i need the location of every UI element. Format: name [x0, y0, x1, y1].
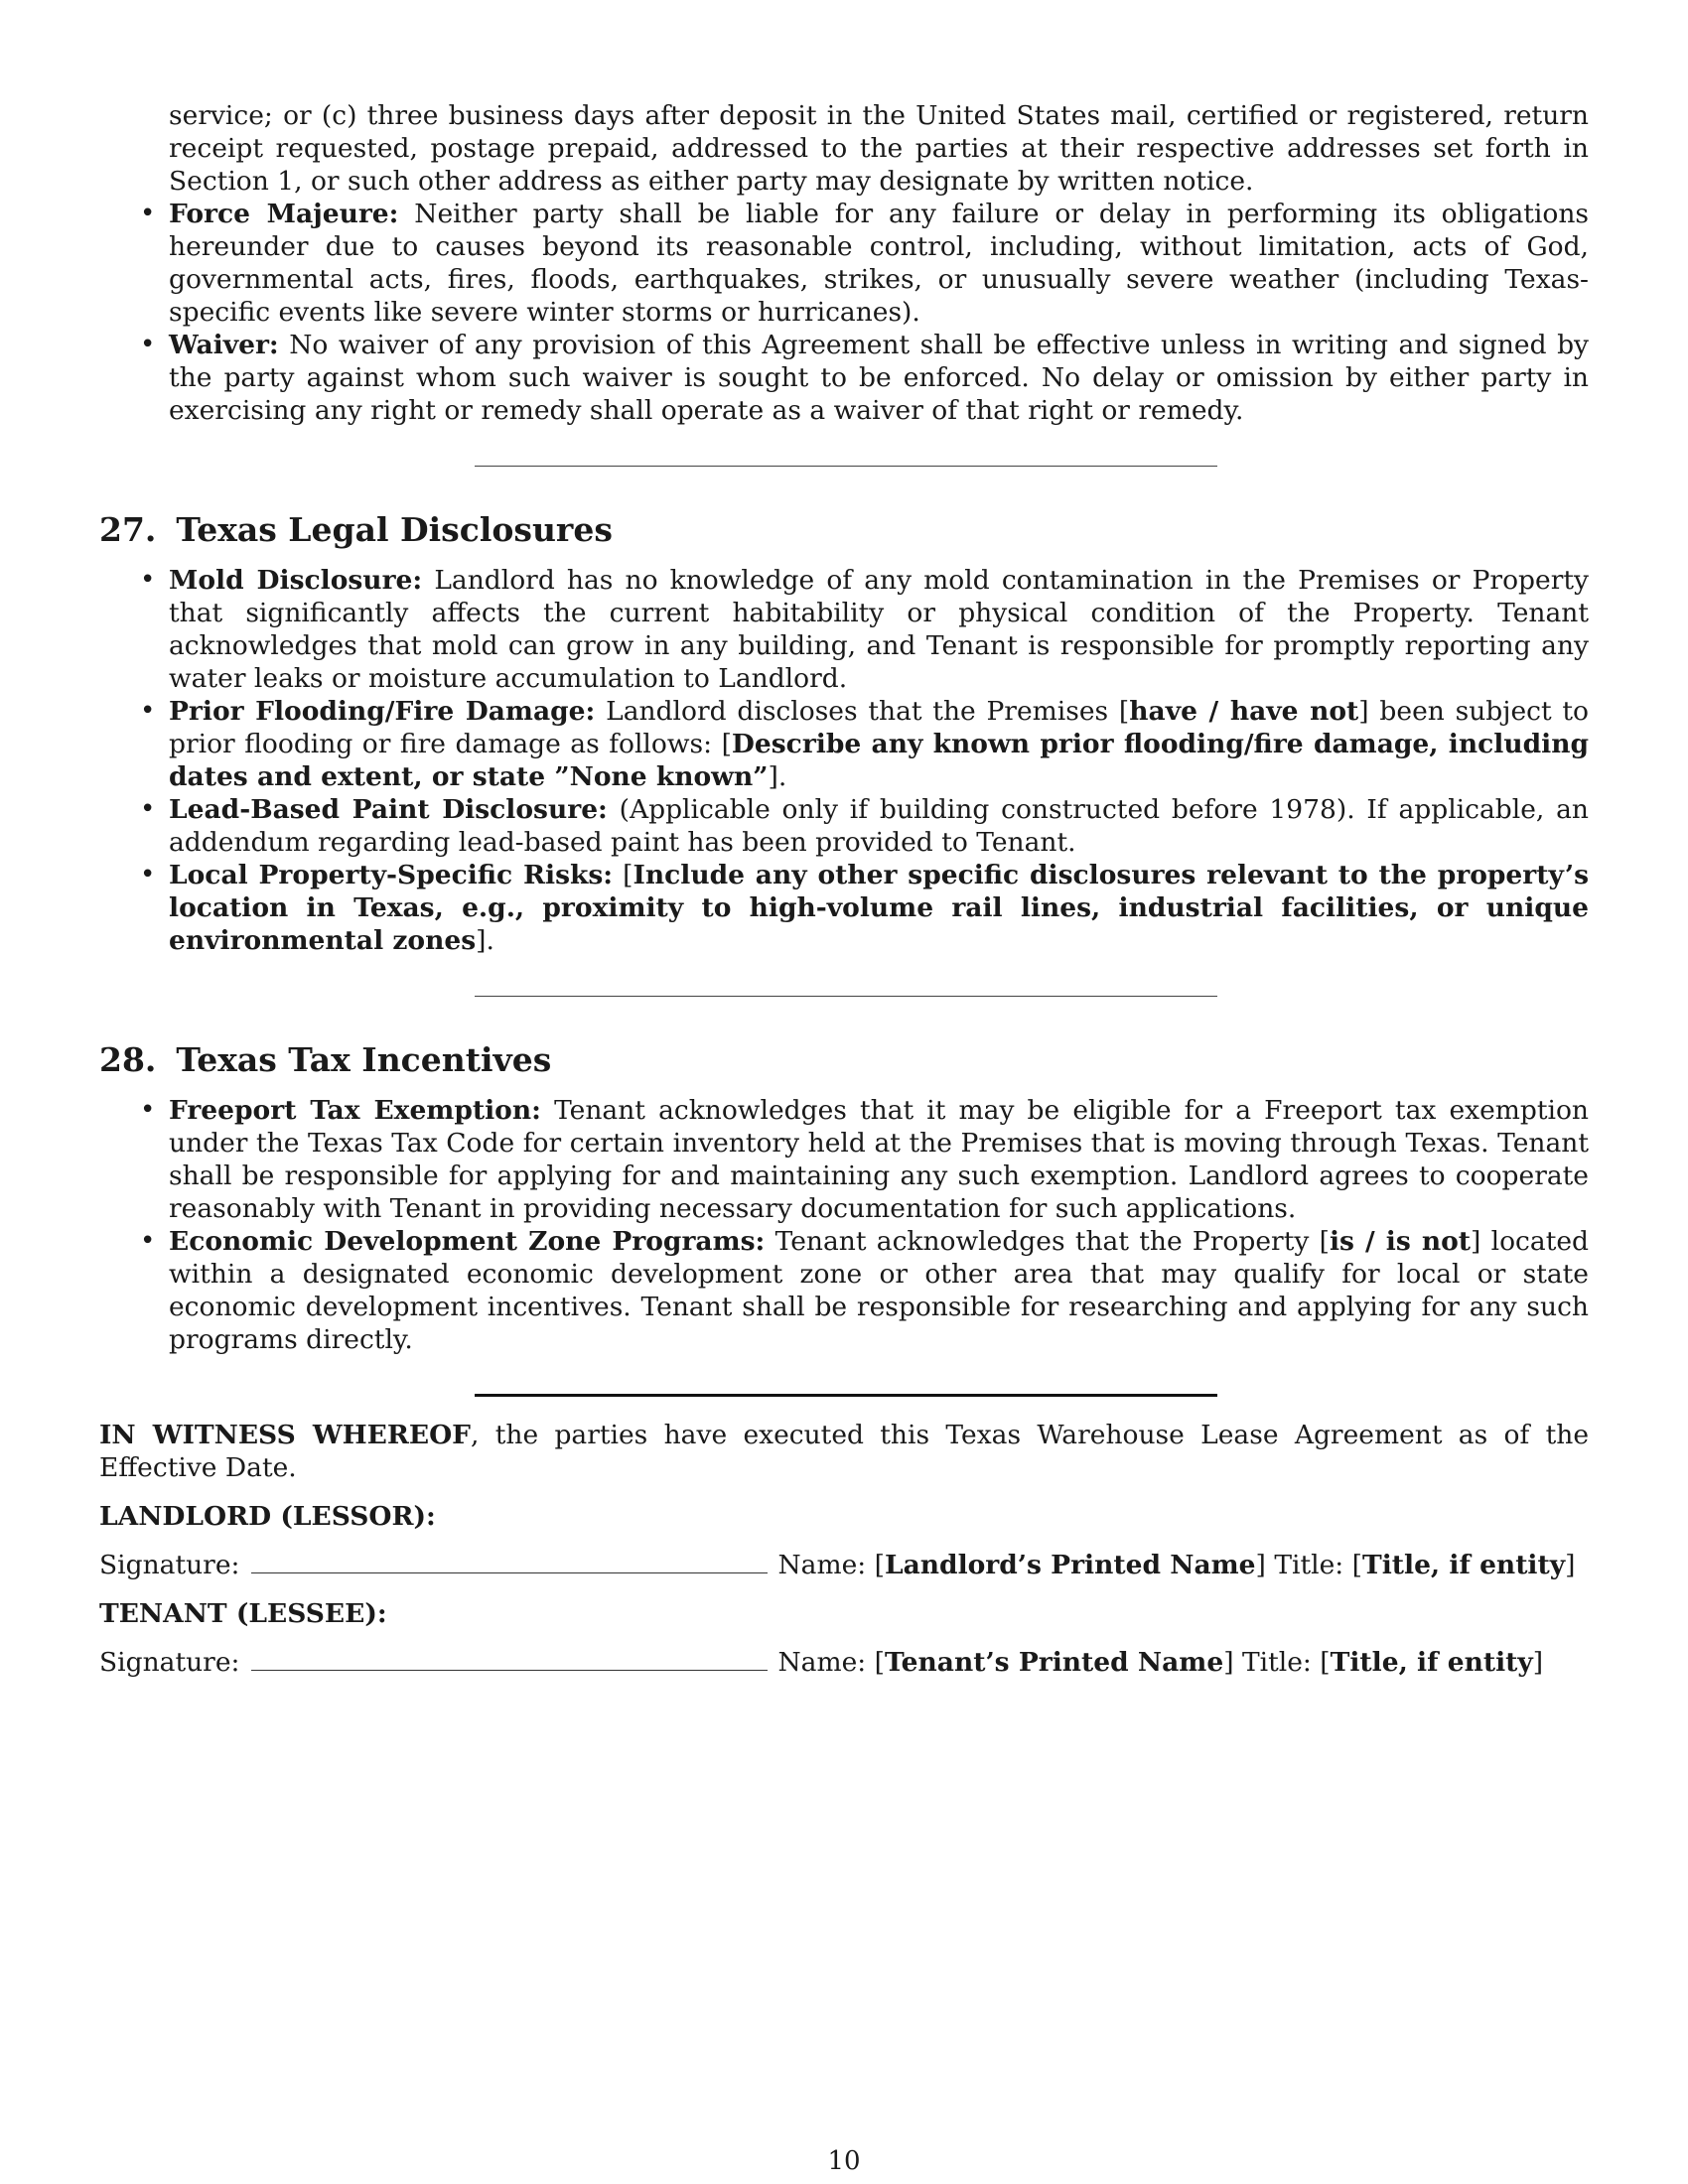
item-label: Economic Development Zone Programs:	[169, 1226, 766, 1257]
placeholder-flood-description: Describe any known prior flooding/fire damage, including dates and extent, or state ”None known”	[169, 729, 1589, 792]
name-label: Name:	[777, 1647, 867, 1678]
item-label: Force Majeure:	[169, 199, 399, 229]
list-item-lead-paint	[99, 793, 1589, 859]
item-text: ] been subject to prior flooding or fire damage as follows: [	[169, 696, 1590, 759]
name-label: Name:	[777, 1550, 867, 1580]
tenant-name-placeholder: Tenant’s Printed Name	[884, 1647, 1224, 1678]
section-divider	[475, 466, 1217, 467]
section-divider	[475, 996, 1217, 997]
placeholder-local-disclosures: Include any other specific disclosures relevant to the property’s location in Texas, e.g., proximity to high-volume rail lines, industrial facilities, or unique environmental zones	[169, 860, 1589, 956]
item-label: Waiver:	[169, 330, 279, 360]
list-item-edz	[99, 1225, 1589, 1356]
notice-continuation: service; or (c) three business days after deposit in the United States mail, certified or registered, return receipt requested, postage prepaid, addressed to the parties at their respective addresses set forth in Section 1, or such other address as either party may designate by written notice.	[169, 100, 1589, 197]
list-item-freeport	[99, 1094, 1589, 1225]
item-text: ] located within a designated economic development zone or other area that may qualify for local or state economic development incentives. Tenant shall be responsible for researching and applying for any such programs directly.	[169, 1226, 1589, 1355]
item-text: ].	[768, 761, 787, 792]
list-item-force-majeure	[99, 198, 1589, 329]
section-number: 28.	[99, 1040, 157, 1079]
page-number: 10	[827, 2146, 861, 2176]
disclosures-list	[99, 564, 1589, 957]
list-item-mold	[99, 564, 1589, 695]
item-text: Tenant acknowledges that it may be eligible for a Freeport tax exemption under the Texas Tax Code for certain inventory held at the Premises that is moving through Texas. Tenant shall be responsible for applying for and maintaining any such exemption. Landlord agrees to cooperate reasonably with Tenant in providing necessary documentation for such applications.	[169, 1095, 1589, 1224]
tenant-signature-row: Signature: Name: [Tenant’s Printed Name] Title: [Title, if entity]	[99, 1647, 1544, 1678]
tenant-signature-line[interactable]	[251, 1648, 768, 1671]
item-text: Landlord discloses that the Premises [	[606, 696, 1130, 727]
tenant-heading: TENANT (LESSEE):	[99, 1598, 387, 1629]
item-text: (Applicable only if building constructed before 1978). If applicable, an addendum regarding lead-based paint has been provided to Tenant.	[169, 794, 1589, 858]
list-item-local-risks	[99, 859, 1589, 957]
signature-label: Signature:	[99, 1550, 240, 1580]
item-text: Tenant acknowledges that the Property [	[774, 1226, 1330, 1257]
item-label: Freeport Tax Exemption:	[169, 1095, 541, 1126]
section-title: Texas Tax Incentives	[176, 1040, 552, 1079]
landlord-heading: LANDLORD (LESSOR):	[99, 1501, 436, 1532]
witness-text: , the parties have executed this Texas Warehouse Lease Agreement as of the Effective Date.	[99, 1420, 1590, 1483]
witness-bold: IN WITNESS WHEREOF	[99, 1420, 471, 1450]
list-item-flooding	[99, 695, 1589, 793]
item-text: Landlord has no knowledge of any mold contamination in the Premises or Property that significantly affects the current habitability or physical condition of the Property. Tenant acknowledges that mold can grow in any building, and Tenant is responsible for promptly reporting any water leaks or moisture accumulation to Landlord.	[169, 565, 1589, 694]
item-text: [	[613, 860, 633, 890]
item-text: No waiver of any provision of this Agreement shall be effective unless in writing and signed by the party against whom such waiver is sought to be enforced. No delay or omission by either party in exercising any right or remedy shall operate as a waiver of that right or remedy.	[169, 330, 1589, 426]
placeholder-have-have-not: have / have not	[1129, 696, 1359, 727]
section-27-heading	[99, 510, 1589, 550]
landlord-name-placeholder: Landlord’s Printed Name	[884, 1550, 1256, 1580]
title-label: Title:	[1241, 1647, 1312, 1678]
item-text: Neither party shall be liable for any failure or delay in performing its obligations hereunder due to causes beyond its reasonable control, including, without limitation, acts of God, governmental acts, fires, floods, earthquakes, strikes, or unusually severe weather (including Texas-specific events like severe winter storms or hurricanes).	[169, 199, 1589, 328]
landlord-signature-line[interactable]	[251, 1551, 768, 1573]
misc-list	[99, 198, 1589, 427]
placeholder-is-is-not: is / is not	[1329, 1226, 1472, 1257]
list-item-waiver	[99, 329, 1589, 427]
landlord-signature-row: Signature: Name: [Landlord’s Printed Name] Title: [Title, if entity]	[99, 1550, 1576, 1580]
witness-clause	[99, 1419, 1589, 1484]
item-label: Local Property-Specific Risks:	[169, 860, 614, 890]
title-label: Title:	[1274, 1550, 1344, 1580]
section-28-heading	[99, 1040, 1589, 1080]
tax-incentives-list	[99, 1094, 1589, 1356]
document-page	[99, 99, 1589, 1679]
landlord-title-placeholder: Title, if entity	[1361, 1550, 1566, 1580]
section-title: Texas Legal Disclosures	[176, 510, 613, 549]
tenant-title-placeholder: Title, if entity	[1330, 1647, 1533, 1678]
item-label: Lead-Based Paint Disclosure:	[169, 794, 608, 825]
signature-label: Signature:	[99, 1647, 240, 1678]
item-label: Mold Disclosure:	[169, 565, 423, 596]
section-number: 27.	[99, 510, 157, 549]
item-text: ].	[476, 925, 494, 956]
item-label: Prior Flooding/Fire Damage:	[169, 696, 596, 727]
signature-divider	[475, 1394, 1217, 1397]
